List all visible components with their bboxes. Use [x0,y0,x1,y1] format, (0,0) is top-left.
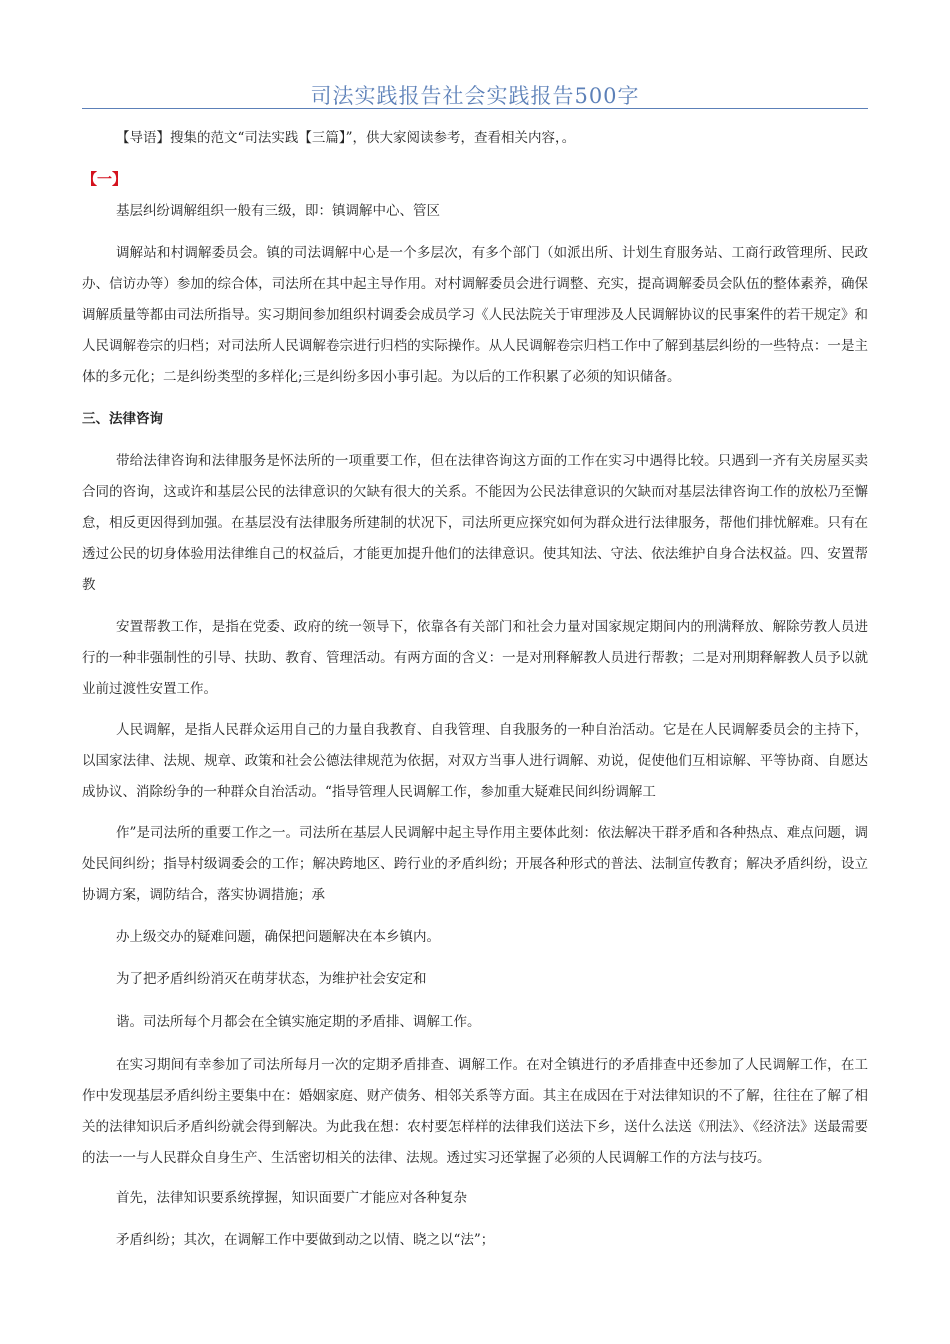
paragraph-9: 谐。司法所每个月都会在全镇实施定期的矛盾排、调解工作。 [116,1014,481,1030]
paragraph-12: 矛盾纠纷；其次，在调解工作中要做到动之以情、晓之以“法”； [116,1232,495,1248]
paragraph-5: 人民调解，是指人民群众运用自己的力量自我教育、自我管理、自我服务的一种自治活动。它是在人民调解委员会的主持下，以国家法律、法规、规章、政策和社会公德法律规范为依据，对双方当事人进行调解、劝说，促使他们互相谅解、平等协商、自愿达成协议、消除纷争的一种群众自治活动。“指导管理人民调解工作，参加重大疑难民间纠纷调解工 [82,722,868,800]
paragraph-8: 为了把矛盾纠纷消灭在萌芽状态，为维护社会安定和 [116,971,427,987]
paragraph-3: 带给法律咨询和法律服务是怀法所的一项重要工作，但在法律咨询这方面的工作在实习中遇得比较。只遇到一齐有关房屋买卖合同的咨询，这或许和基层公民的法律意识的欠缺有很大的关系。不能因为公民法律意识的欠缺而对基层法律咨询工作的放松乃至懈怠，相反更因得到加强。在基层没有法律服务所建制的状况下，司法所更应探究如何为群众进行法律服务，帮他们排忧解难。只有在透过公民的切身体验用法律维自己的权益后，才能更加提升他们的法律意识。使其知法、守法、依法维护自身合法权益。四、安置帮教 [82,453,868,593]
paragraph-11: 首先，法律知识要系统撑握，知识面要广才能应对各种复杂 [116,1190,467,1206]
paragraph-2: 调解站和村调解委员会。镇的司法调解中心是一个多层次，有多个部门（如派出所、计划生育服务站、工商行政管理所、民政办、信访办等）参加的综合体，司法所在其中起主导作用。对村调解委员会进行调整、充实，提高调解委员会队伍的整体素养，确保调解质量等都由司法所指导。实习期间参加组织村调委会成员学习《人民法院关于审理涉及人民调解协议的民事案件的若干规定》和人民调解卷宗的归档；对司法所人民调解卷宗进行归档的实际操作。从人民调解卷宗归档工作中了解到基层纠纷的一些特点：一是主体的多元化；二是纠纷类型的多样化;三是纠纷多因小事引起。为以后的工作积累了必须的知识储备。 [82,245,868,385]
section-heading-legal-consultation: 三、法律咨询 [82,411,163,427]
paragraph-10: 在实习期间有幸参加了司法所每月一次的定期矛盾排查、调解工作。在对全镇进行的矛盾排查中还参加了人民调解工作，在工作中发现基层矛盾纠纷主要集中在：婚姻家庭、财产债务、相邻关系等方面。其主在成因在于对法律知识的不了解，往往在了解了相关的法律知识后矛盾纠纷就会得到解决。为此我在想：农村要怎样样的法律我们送法下乡，送什么法送《刑法》、《经济法》送最需要的法一一与人民群众自身生产、生活密切相关的法律、法规。透过实习还掌握了必须的人民调解工作的方法与技巧。 [82,1057,868,1166]
section-marker: 【一】 [82,170,128,188]
section-marker-line [82,164,868,196]
document-title: 司法实践报告社会实践报告500字 [310,84,640,108]
lead-paragraph: 【导语】搜集的范文“司法实践【三篇】”，供大家阅读参考，查看相关内容，。 [116,130,576,146]
heading-line [82,404,868,435]
paragraph-7: 办上级交办的疑难问题，确保把问题解决在本乡镇内。 [116,929,440,945]
title-underline [82,108,868,109]
paragraph-1: 基层纠纷调解组织一般有三级，即：镇调解中心、管区 [116,203,440,219]
paragraph-4: 安置帮教工作，是指在党委、政府的统一领导下，依靠各有关部门和社会力量对国家规定期间内的刑满释放、解除劳教人员进行的一种非强制性的引导、扶助、教育、管理活动。有两方面的含义：一是对刑释解教人员进行帮教；二是对刑期释解教人员予以就业前过渡性安置工作。 [82,619,868,697]
paragraph-6: 作”是司法所的重要工作之一。司法所在基层人民调解中起主导作用主要体此刻：依法解决干群矛盾和各种热点、难点问题，调处民间纠纷；指导村级调委会的工作；解决跨地区、跨行业的矛盾纠纷；开展各种形式的普法、法制宣传教育；解决矛盾纠纷，设立协调方案，调防结合，落实协调措施；承 [82,825,868,903]
